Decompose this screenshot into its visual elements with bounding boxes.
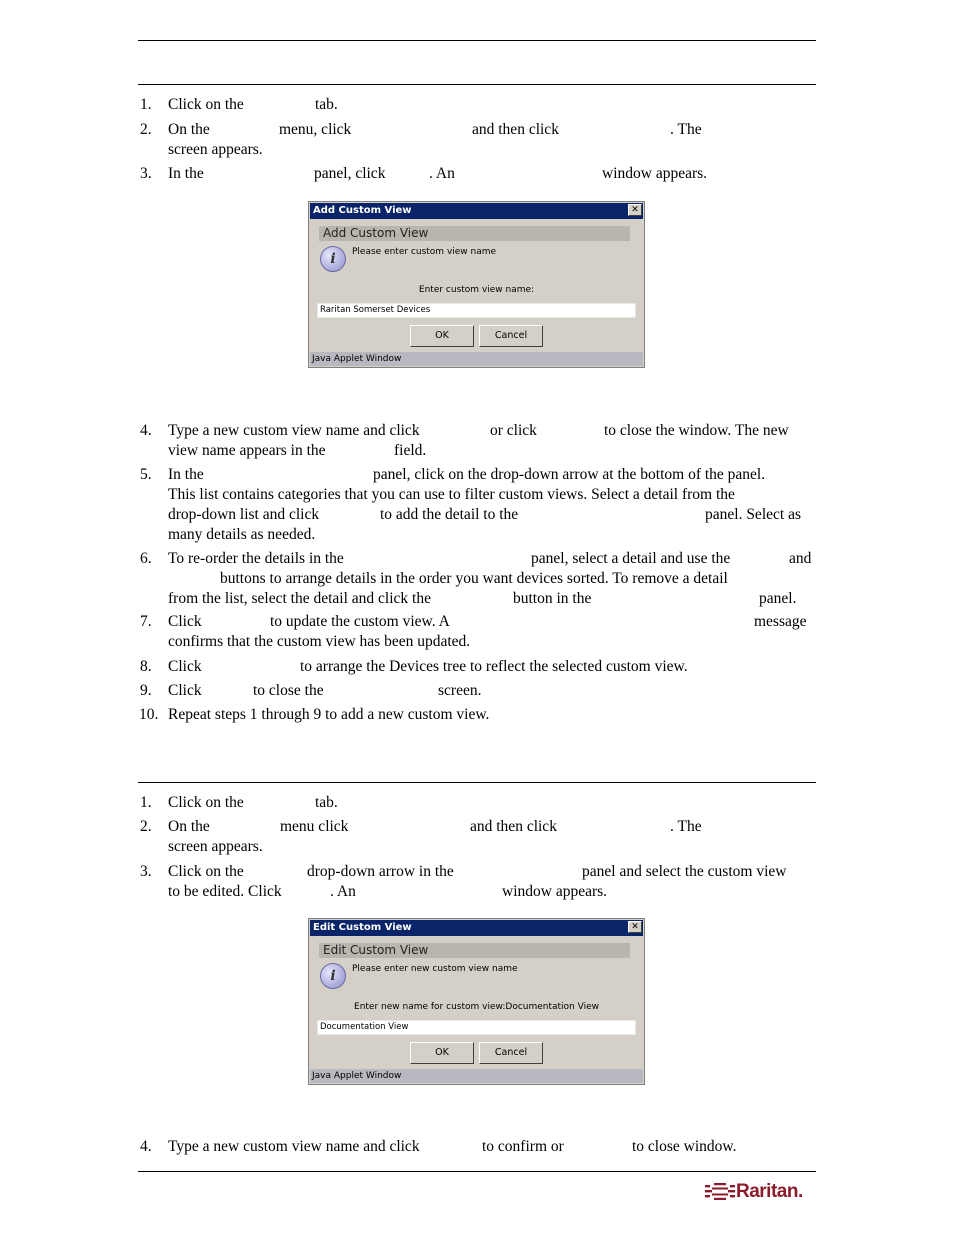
dialog-title-bar: Edit Custom View (310, 920, 643, 936)
dialog-header: Add Custom View (319, 226, 630, 241)
add-custom-view-dialog (308, 201, 645, 368)
edit-custom-view-dialog (308, 918, 645, 1085)
applet-status-bar: Java Applet Window (310, 352, 643, 366)
close-icon[interactable]: ✕ (628, 204, 642, 216)
applet-status-bar: Java Applet Window (310, 1069, 643, 1083)
dialog-title-bar: Add Custom View (310, 203, 643, 219)
dialog-message: Please enter custom view name (352, 247, 497, 257)
brand-name: Raritan. (736, 1181, 803, 1202)
header-rule (138, 40, 816, 41)
dialog-header: Edit Custom View (319, 943, 630, 958)
dialog-prompt: Enter new name for custom view:Documentation View (354, 1002, 599, 1012)
dialog-message: Please enter new custom view name (352, 964, 518, 974)
ok-button[interactable]: OK (410, 325, 474, 347)
info-icon: i (320, 246, 346, 272)
section1-rule (138, 84, 816, 85)
section2-rule (138, 782, 816, 783)
raritan-logo (705, 1180, 813, 1204)
cancel-button[interactable]: Cancel (479, 325, 543, 347)
info-icon: i (320, 963, 346, 989)
cancel-button[interactable]: Cancel (479, 1042, 543, 1064)
ok-button[interactable]: OK (410, 1042, 474, 1064)
raritan-logo-icon (705, 1182, 735, 1201)
footer-rule (138, 1171, 816, 1172)
custom-view-name-input[interactable]: Raritan Somerset Devices (317, 303, 636, 318)
dialog-prompt: Enter custom view name: (418, 285, 535, 295)
close-icon[interactable]: ✕ (628, 921, 642, 933)
custom-view-name-input[interactable]: Documentation View (317, 1020, 636, 1035)
